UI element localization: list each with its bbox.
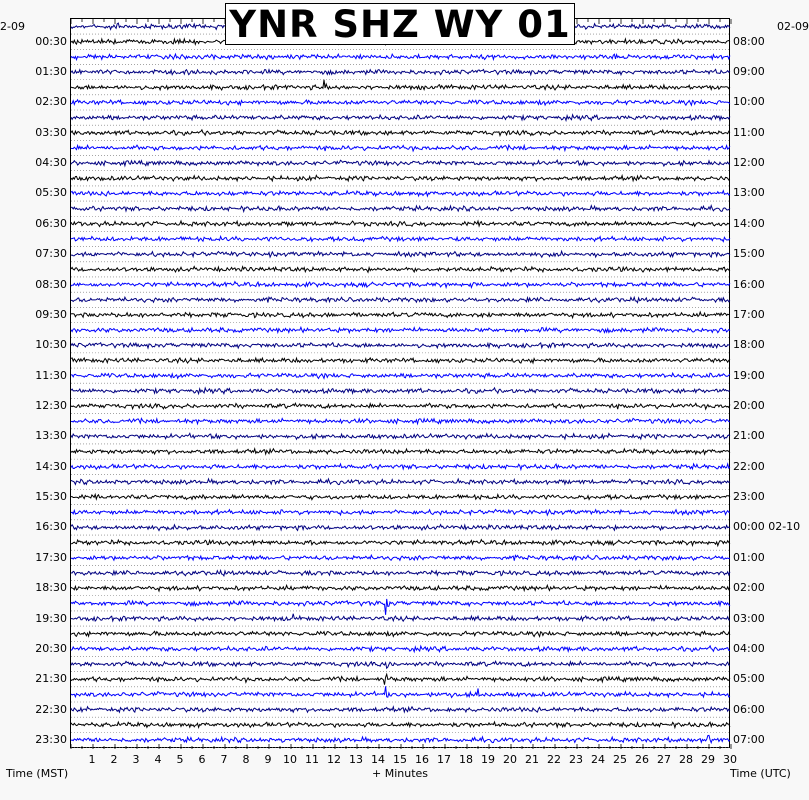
- right-time-label: 13:00: [733, 186, 765, 200]
- seismic-trace-row-7: [71, 130, 730, 136]
- right-time-label: 11:00: [733, 125, 765, 139]
- left-time-label: 16:30: [35, 520, 67, 534]
- left-time-label: 10:30: [35, 338, 67, 352]
- right-time-label: 12:00: [733, 156, 765, 170]
- seismic-trace-row-30: [71, 479, 730, 485]
- seismic-trace-row-9: [71, 160, 730, 166]
- seismic-trace-row-45: [71, 707, 730, 713]
- left-time-label: 21:30: [35, 672, 67, 686]
- left-time-label: 23:30: [35, 732, 67, 746]
- left-time-label: 19:30: [35, 611, 67, 625]
- x-tick-label: 12: [327, 753, 341, 766]
- right-time-label: 23:00: [733, 490, 765, 504]
- station-title: YNR SHZ WY 01: [229, 2, 571, 46]
- left-time-label: 14:30: [35, 459, 67, 473]
- right-time-label: 04:00: [733, 641, 765, 655]
- right-time-label: 10:00: [733, 95, 765, 109]
- seismic-trace-row-41: [71, 646, 730, 652]
- x-tick-label: 26: [635, 753, 649, 766]
- left-time-label: 12:30: [35, 399, 67, 412]
- x-tick-label: 19: [481, 753, 495, 766]
- seismic-trace-row-26: [71, 418, 730, 423]
- seismic-trace-row-23: [71, 373, 730, 378]
- right-date-label: 02-09: [777, 20, 809, 33]
- x-tick-label: 14: [371, 753, 385, 766]
- left-time-label: 11:30: [35, 368, 67, 382]
- x-tick-label: 2: [110, 753, 118, 766]
- right-time-label: 21:00: [733, 429, 765, 443]
- seismogram-svg: [71, 19, 731, 749]
- seismic-trace-row-22: [71, 358, 730, 363]
- x-axis-label: + Minutes: [372, 767, 429, 780]
- right-time-label: 05:00: [733, 672, 765, 686]
- seismic-trace-row-44: [71, 686, 730, 697]
- left-time-label: 08:30: [35, 277, 67, 291]
- left-time-label: 04:30: [35, 156, 67, 170]
- seismic-trace-row-29: [71, 464, 730, 470]
- x-tick-label: 9: [264, 753, 272, 766]
- left-time-label: 03:30: [35, 125, 67, 139]
- right-time-label: 06:00: [733, 702, 765, 716]
- seismic-trace-row-11: [71, 191, 730, 196]
- x-tick-label: 30: [723, 753, 737, 766]
- seismic-trace-row-42: [71, 661, 730, 668]
- right-time-label: 14:00: [733, 216, 765, 230]
- left-time-label: 15:30: [35, 490, 67, 504]
- seismic-trace-row-4: [71, 80, 730, 90]
- seismic-trace-row-31: [71, 494, 730, 499]
- left-time-label: 20:30: [35, 641, 67, 655]
- right-time-label: 07:00: [733, 732, 765, 746]
- left-time-label: 13:30: [35, 429, 67, 443]
- seismic-trace-row-36: [71, 570, 730, 575]
- x-tick-label: 21: [525, 753, 539, 766]
- x-tick-label: 27: [657, 753, 671, 766]
- seismic-trace-row-34: [71, 540, 730, 546]
- seismic-trace-row-8: [71, 145, 730, 151]
- right-time-label: 02:00: [733, 581, 765, 595]
- station-title-box: [225, 3, 575, 45]
- seismic-trace-row-10: [71, 175, 730, 181]
- x-tick-label: 10: [283, 753, 297, 766]
- x-tick-label: 23: [569, 753, 583, 766]
- seismic-trace-row-16: [71, 267, 730, 273]
- x-tick-label: 13: [349, 753, 363, 766]
- seismic-trace-row-6: [71, 115, 730, 121]
- right-time-label: 09:00: [733, 65, 765, 79]
- left-time-label: 02:30: [35, 95, 67, 109]
- seismogram-plot-area: [70, 18, 730, 748]
- left-time-label: 06:30: [35, 216, 67, 230]
- x-tick-label: 3: [132, 753, 140, 766]
- seismic-trace-row-43: [71, 674, 730, 684]
- x-tick-label: 8: [242, 753, 250, 766]
- x-tick-label: 17: [437, 753, 451, 766]
- left-time-label: 05:30: [35, 186, 67, 200]
- x-tick-label: 4: [154, 753, 162, 766]
- x-tick-label: 7: [220, 753, 228, 766]
- x-tick-label: 15: [393, 753, 407, 766]
- left-time-label: 00:30: [35, 34, 67, 48]
- seismic-trace-row-5: [71, 100, 730, 105]
- right-time-label: 15:00: [733, 247, 765, 261]
- x-tick-label: 6: [198, 753, 206, 766]
- seismic-trace-row-35: [71, 555, 730, 560]
- x-tick-label: 25: [613, 753, 627, 766]
- right-time-label: 01:00: [733, 550, 765, 564]
- x-tick-label: 5: [176, 753, 184, 766]
- seismic-trace-row-21: [71, 343, 730, 348]
- x-tick-label: 11: [305, 753, 319, 766]
- seismic-trace-row-13: [71, 221, 730, 227]
- right-time-label: 18:00: [733, 338, 765, 352]
- seismic-trace-row-19: [71, 312, 730, 318]
- right-time-label: 22:00: [733, 459, 765, 473]
- seismic-trace-row-24: [71, 388, 730, 394]
- right-time-label: 17:00: [733, 307, 765, 321]
- right-time-label: 16:00: [733, 277, 765, 291]
- right-time-label: 08:00: [733, 34, 765, 48]
- seismic-trace-row-47: [71, 735, 730, 742]
- seismic-trace-row-15: [71, 251, 730, 257]
- left-time-label: 17:30: [35, 550, 67, 564]
- seismic-trace-row-25: [71, 403, 730, 409]
- seismic-trace-row-12: [71, 206, 730, 212]
- x-tick-label: 22: [547, 753, 561, 766]
- right-time-label: 03:00: [733, 611, 765, 625]
- x-tick-label: 29: [701, 753, 715, 766]
- left-time-label: 22:30: [35, 702, 67, 716]
- x-tick-label: 16: [415, 753, 429, 766]
- seismic-trace-row-28: [71, 449, 730, 454]
- seismic-trace-row-27: [71, 433, 730, 439]
- seismic-trace-row-46: [71, 722, 730, 728]
- seismic-trace-row-14: [71, 236, 730, 241]
- left-time-label: 18:30: [35, 581, 67, 595]
- left-axis-label: Time (MST): [6, 767, 69, 780]
- seismic-trace-row-18: [71, 297, 730, 302]
- seismic-trace-row-33: [71, 525, 730, 531]
- x-tick-label: 1: [88, 753, 96, 766]
- left-time-label: 09:30: [35, 307, 67, 321]
- seismic-trace-row-17: [71, 282, 730, 288]
- x-tick-label: 28: [679, 753, 693, 766]
- left-time-label: 01:30: [35, 65, 67, 79]
- seismic-trace-row-32: [71, 510, 730, 516]
- x-tick-label: 18: [459, 753, 473, 766]
- seismic-trace-row-3: [71, 69, 730, 74]
- seismic-trace-row-20: [71, 327, 730, 332]
- left-date-label: 2-09: [0, 20, 25, 33]
- x-tick-label: 20: [503, 753, 517, 766]
- seismic-trace-row-37: [71, 585, 730, 591]
- x-tick-label: 24: [591, 753, 605, 766]
- seismic-trace-row-39: [71, 614, 730, 621]
- left-time-label: 07:30: [35, 247, 67, 261]
- right-time-label: 00:00 02-10: [733, 520, 801, 534]
- right-time-label: 19:00: [733, 368, 765, 382]
- seismic-trace-row-38: [71, 599, 730, 615]
- right-time-label: 20:00: [733, 399, 765, 412]
- right-axis-label: Time (UTC): [730, 767, 791, 780]
- seismic-trace-row-40: [71, 631, 730, 636]
- seismic-trace-row-2: [71, 54, 730, 60]
